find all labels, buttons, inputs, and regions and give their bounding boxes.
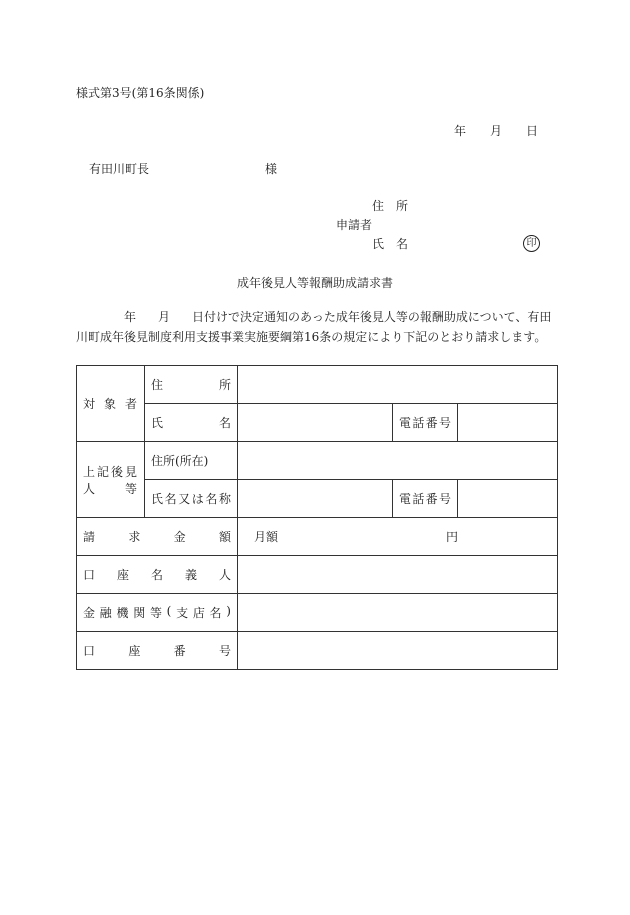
- body-line1: 日付けで決定通知のあった成年後見人等の報酬助成について、有田: [192, 310, 552, 324]
- body-date-year: 年: [124, 310, 137, 324]
- subject-group-label: 対 象 者: [77, 366, 145, 442]
- account-holder-field[interactable]: [238, 556, 558, 594]
- subject-name-label: 氏 名: [145, 404, 238, 442]
- date-year: 年: [454, 124, 467, 138]
- document-title: 成年後見人等報酬助成請求書: [236, 276, 393, 290]
- account-holder-label: 口 座 名 義 人: [77, 556, 238, 594]
- applicant-role-label: 申請者: [336, 218, 373, 232]
- guardian-phone-label: 電 話 番 号: [393, 480, 458, 518]
- yen-label: 円: [446, 530, 459, 544]
- applicant-name-label: 氏 名: [372, 237, 408, 251]
- subject-name-field[interactable]: [238, 404, 393, 442]
- claim-amount-label: 請 求 金 額: [77, 518, 238, 556]
- subject-phone-field[interactable]: [458, 404, 558, 442]
- form-number: 様式第3号(第16条関係): [76, 86, 205, 100]
- body-line2: 川町成年後見制度利用支援事業実施要綱第16条の規定により下記のとおり請求します。: [76, 330, 547, 344]
- bank-field[interactable]: [238, 594, 558, 632]
- date-day: 日: [525, 124, 538, 138]
- claim-amount-field[interactable]: [238, 518, 558, 556]
- subject-phone-label: 電 話 番 号: [393, 404, 458, 442]
- guardian-name-field[interactable]: [238, 480, 393, 518]
- addressee-name: 有田川町長: [89, 162, 150, 176]
- guardian-name-label: 氏 名 又 は 名 称: [145, 480, 238, 518]
- seal-mark: 印: [523, 235, 540, 252]
- account-number-field[interactable]: [238, 632, 558, 670]
- account-number-label: 口 座 番 号: [77, 632, 238, 670]
- guardian-address-label: 住所(所在): [145, 442, 238, 480]
- date-line: [454, 122, 538, 139]
- guardian-group-label: 上 記 後 見 人 等: [77, 442, 145, 518]
- body-date-month: 月: [158, 310, 171, 324]
- guardian-phone-field[interactable]: [458, 480, 558, 518]
- bank-label: 金 融 機 関 等 ( 支 店 名 ): [77, 594, 238, 632]
- subject-address-label: 住 所: [145, 366, 238, 404]
- guardian-address-field[interactable]: [238, 442, 558, 480]
- subject-address-field[interactable]: [238, 366, 558, 404]
- monthly-label: 月額: [254, 530, 279, 544]
- date-month: 月: [489, 124, 502, 138]
- request-form-table: [76, 365, 558, 670]
- addressee-honorific: 様: [265, 162, 278, 176]
- applicant-address-label: 住 所: [372, 199, 408, 213]
- body-paragraph: [76, 307, 558, 347]
